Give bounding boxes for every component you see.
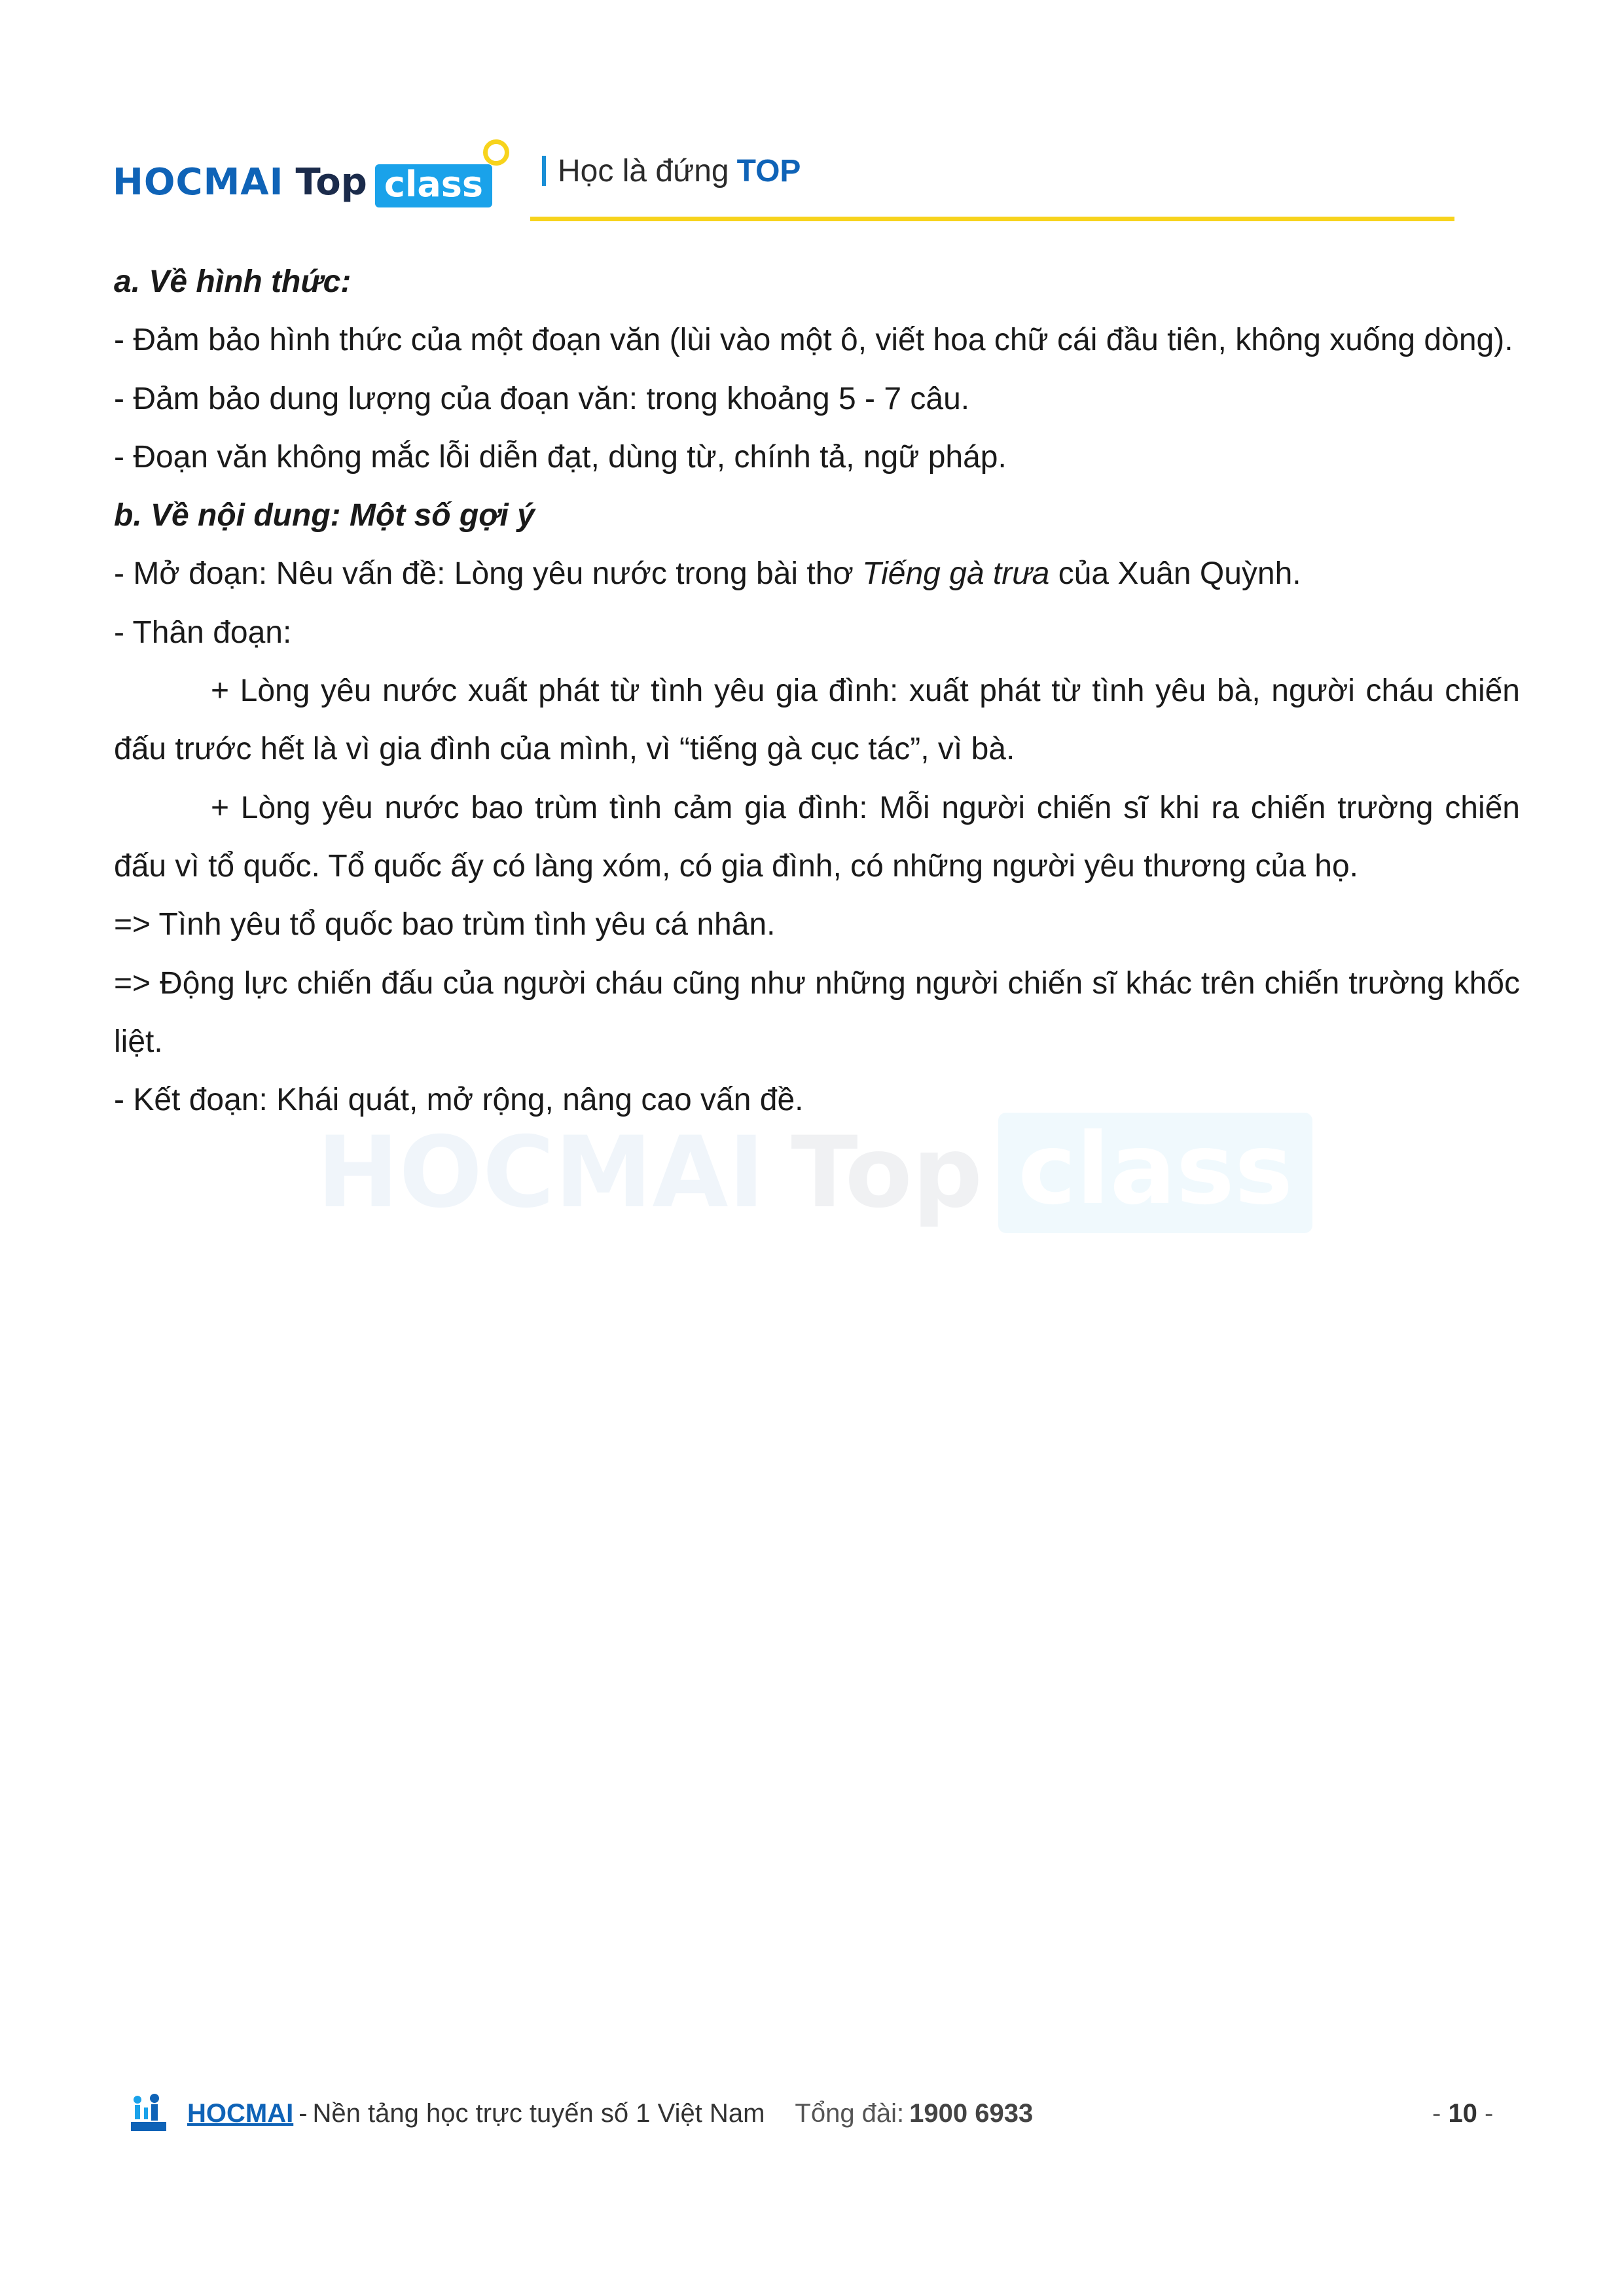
hocmai-topclass-logo xyxy=(113,156,492,208)
footer-hotline: 1900 6933 xyxy=(909,2098,1034,2128)
watermark-logo xyxy=(317,1113,1312,1233)
body-point: + Lòng yêu nước xuất phát từ tình yêu gia đình: xuất phát từ tình yêu bà, người cháu chiến đấu trước hết là vì gia đình của mình, vì “tiếng gà cục tác”, vì bà. xyxy=(114,673,1520,767)
footer-separator: - xyxy=(298,2098,308,2128)
header-underline xyxy=(530,217,1454,221)
section-heading-form: a. Về hình thức: xyxy=(114,264,352,299)
section-heading-content: b. Về nội dung: Một số gợi ý xyxy=(114,498,535,533)
logo-top-text: Top xyxy=(295,160,367,204)
conclusion-line: => Động lực chiến đấu của người cháu cũng như những người chiến sĩ khác trên chiến trường khốc liệt. xyxy=(114,965,1520,1059)
conclusion-line: => Tình yêu tổ quốc bao trùm tình yêu cá nhân. xyxy=(114,907,776,942)
page-number-prefix: - xyxy=(1432,2098,1449,2128)
tagline-divider xyxy=(542,156,546,186)
body-label: - Thân đoạn: xyxy=(114,615,292,650)
logo-hocmai-text: HOCMAI xyxy=(113,160,284,204)
page-number-suffix: - xyxy=(1477,2098,1494,2128)
header-tagline xyxy=(542,148,801,194)
form-item: - Đảm bảo dung lượng của đoạn văn: trong khoảng 5 - 7 câu. xyxy=(114,381,970,416)
sun-icon xyxy=(483,139,509,166)
logo-class-badge xyxy=(375,164,492,207)
watermark-top: Top xyxy=(791,1116,983,1230)
intro-suffix: của Xuân Quỳnh. xyxy=(1049,556,1301,592)
page-footer xyxy=(128,2090,1503,2136)
page-number xyxy=(1432,2099,1493,2128)
intro-prefix: - Mở đoạn: Nêu vấn đề: Lòng yêu nước trong bài thơ xyxy=(114,556,863,592)
footer-brand-link[interactable]: HOCMAI xyxy=(187,2098,294,2128)
document-body xyxy=(114,253,1520,1129)
tagline-accent: TOP xyxy=(736,153,801,188)
watermark-hocmai: HOCMAI xyxy=(317,1116,765,1230)
ending-line: - Kết đoạn: Khái quát, mở rộng, nâng cao vấn đề. xyxy=(114,1083,804,1118)
body-point: + Lòng yêu nước bao trùm tình cảm gia đình: Mỗi người chiến sĩ khi ra chiến trường chiến đấu vì tổ quốc. Tổ quốc ấy có làng xóm, có gia đình, có những người yêu thương của họ. xyxy=(114,790,1520,884)
logo-class-text: class xyxy=(384,164,484,205)
hocmai-mini-logo-icon xyxy=(128,2093,169,2134)
form-item: - Đoạn văn không mắc lỗi diễn đạt, dùng từ, chính tả, ngữ pháp. xyxy=(114,439,1007,475)
footer-hotline-label: Tổng đài: xyxy=(795,2098,905,2128)
watermark-class: class xyxy=(998,1113,1312,1233)
tagline-text: Học là đứng xyxy=(558,153,729,188)
page-number-value: 10 xyxy=(1448,2098,1477,2128)
poem-title: Tiếng gà trưa xyxy=(862,556,1050,592)
form-item: - Đảm bảo hình thức của một đoạn văn (lùi vào một ô, viết hoa chữ cái đầu tiên, không xuống dòng). xyxy=(114,323,1513,358)
footer-slogan: Nền tảng học trực tuyến số 1 Việt Nam xyxy=(312,2098,765,2128)
intro-line xyxy=(114,545,1520,603)
